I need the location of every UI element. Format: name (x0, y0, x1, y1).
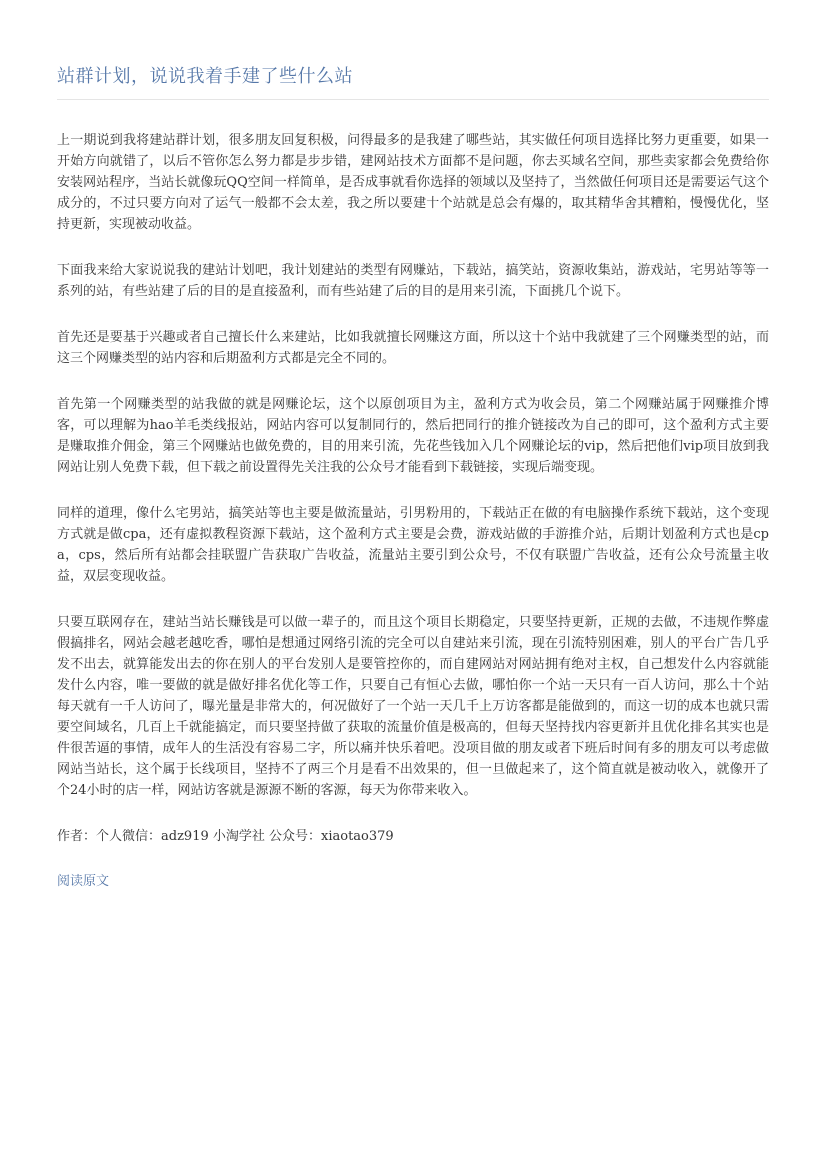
article (57, 0, 769, 892)
article-body (57, 130, 769, 892)
article-title: 站群计划，说说我着手建了些什么站 (57, 66, 353, 87)
paragraph-6: 只要互联网存在，建站当站长赚钱是可以做一辈子的，而且这个项目长期稳定，只要坚持更新，正规的去做，不违规作弊虚假搞排名，网站会越老越吃香，哪怕是想通过网络引流的完全可以自建站来引流，现在引流特别困难，别人的平台广告几乎发不出去，就算能发出去的你在别人的平台发别人是要管控你的，而自建网站对网站拥有绝对主权，自己想发什么内容就能发什么内容，唯一要做的就是做好排名优化等工作，只要自己有恒心去做，哪怕你一个站一天只有一百人访问，那么十个站每天就有一千人访问了，曝光量是非常大的，何况做好了一个站一天几千上万访客都是能做到的，而这一切的成本也就只需要空间域名，几百上千就能搞定，而只要坚持做了获取的流量价值是极高的，但每天坚持找内容更新并且优化排名其实也是件很苦逼的事情，成年人的生活没有容易二字，所以痛并快乐着吧。没项目做的朋友或者下班后时间有多的朋友可以考虑做网站当站长，这个属于长线项目，坚持不了两三个月是看不出效果的，但一旦做起来了，这个简直就是被动收入，就像开了个24小时的店一样，网站访客就是源源不断的客源，每天为你带来收入。 (57, 615, 769, 798)
paragraph-5: 同样的道理，像什么宅男站，搞笑站等也主要是做流量站，引男粉用的，下载站正在做的有电脑操作系统下载站，这个变现方式就是做cpa，还有虚拟教程资源下载站，这个盈利方式主要是会费，游戏站做的手游推介站，后期计划盈利方式也是cpa，cps，然后所有站都会挂联盟广告获取广告收益，流量站主要引到公众号，不仅有联盟广告收益，还有公众号流量主收益，双层变现收益。 (57, 506, 769, 584)
paragraph-1: 上一期说到我将建站群计划，很多朋友回复积极，问得最多的是我建了哪些站，其实做任何项目选择比努力更重要，如果一开始方向就错了，以后不管你怎么努力都是步步错，建网站技术方面都不是问题，你去买域名空间，那些卖家都会免费给你安装网站程序，当站长就像玩QQ空间一样简单，是否成事就看你选择的领域以及坚持了，当然做任何项目还是需要运气这个成分的，不过只要方向对了运气一般都不会太差，我之所以要建十个站就是总会有爆的，取其精华舍其糟粕，慢慢优化，坚持更新，实现被动收益。 (57, 133, 769, 232)
paragraph-4: 首先第一个网赚类型的站我做的就是网赚论坛，这个以原创项目为主，盈利方式为收会员，第二个网赚站属于网赚推介博客，可以理解为hao羊毛类线报站，网站内容可以复制同行的，然后把同行的推介链接改为自己的即可，这个盈利方式主要是赚取推介佣金，第三个网赚站也做免费的，目的用来引流，先花些钱加入几个网赚论坛的vip，然后把他们vip项目放到我网站让别人免费下载，但下载之前设置得先关注我的公众号才能看到下载链接，实现后端变现。 (57, 397, 769, 475)
author-line: 作者：个人微信：adz919 小淘学社 公众号：xiaotao379 (57, 829, 394, 844)
paragraph-3: 首先还是要基于兴趣或者自己擅长什么来建站，比如我就擅长网赚这方面，所以这十个站中我就建了三个网赚类型的站，而这三个网赚类型的站内容和后期盈利方式都是完全不同的。 (57, 330, 769, 366)
title-divider (57, 99, 769, 100)
paragraph-2: 下面我来给大家说说我的建站计划吧，我计划建站的类型有网赚站，下载站，搞笑站，资源收集站，游戏站，宅男站等等一系列的站，有些站建了后的目的是直接盈利，而有些站建了后的目的是用来引流，下面挑几个说下。 (57, 263, 769, 299)
read-original-link[interactable]: 阅读原文 (57, 874, 110, 889)
